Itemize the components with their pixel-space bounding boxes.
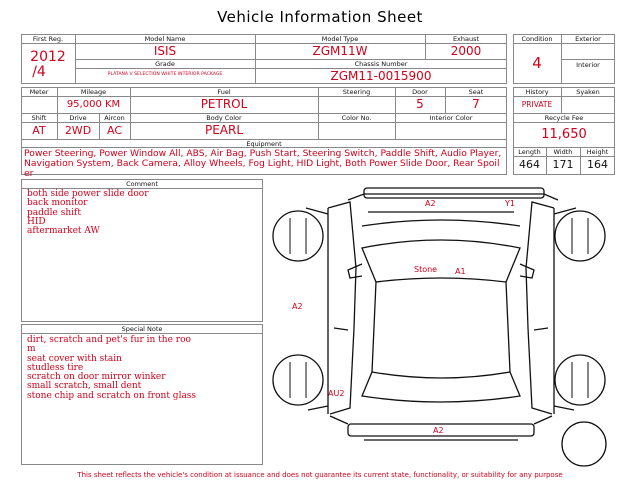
width: 171 xyxy=(552,158,574,171)
car-diagram xyxy=(268,178,614,468)
body-color: PEARL xyxy=(204,123,244,137)
model-type-label: Model Type xyxy=(321,35,359,43)
grade: PLATANA V SELECTION WHITE INTERIOR PACKAGE xyxy=(107,72,223,77)
aircon-label: Aircon xyxy=(104,114,125,122)
width-label: Width xyxy=(553,148,573,156)
aircon: AC xyxy=(106,124,122,137)
door-label: Door xyxy=(412,88,428,96)
damage-mark-a2-side: A2 xyxy=(292,302,303,311)
fuel: PETROL xyxy=(200,97,248,111)
drive: 2WD xyxy=(64,124,92,137)
list-item: back monitor xyxy=(27,198,88,209)
first-reg-month: /4 xyxy=(32,64,46,80)
spare-wheel xyxy=(562,422,606,466)
sheet-title: Vehicle Information Sheet xyxy=(217,8,423,26)
condition-label: Condition xyxy=(521,35,553,43)
length-label: Length xyxy=(518,148,541,156)
chassis-label: Chassis Number xyxy=(354,60,408,68)
syaken-label: Syaken xyxy=(576,88,600,96)
interior-label: Interior xyxy=(576,61,600,69)
damage-mark-a2-front: A2 xyxy=(425,199,436,208)
damage-mark-y1: Y1 xyxy=(505,199,515,208)
first-reg-label: First Reg. xyxy=(32,35,64,43)
recycle-label: Recycle Fee xyxy=(544,114,584,122)
mileage: 95,000 KM xyxy=(66,99,121,110)
seat: 7 xyxy=(472,97,480,111)
mileage-label: Mileage xyxy=(80,88,107,96)
fuel-label: Fuel xyxy=(217,88,231,96)
list-item: paddle shift xyxy=(27,207,81,218)
equipment-text: Power Steering, Power Window All, ABS, Air Bag, Push Start, Steering Switch, Paddle Shift, Audio Player, Navigation System, Back Camera, Alloy Wheels, Fog Light, HID Light, Both Power Slide Door, Rear Spoiler xyxy=(24,148,502,179)
exhaust: 2000 xyxy=(450,44,482,58)
grade-label: Grade xyxy=(155,60,175,68)
model-name: ISIS xyxy=(153,44,177,58)
wheel-rear-right xyxy=(555,355,605,405)
height-label: Height xyxy=(586,148,609,156)
special-note-label: Special Note xyxy=(121,325,163,333)
special-note-list xyxy=(27,336,196,401)
wheel-rear-left xyxy=(273,355,323,405)
shift-label: Shift xyxy=(31,114,47,122)
comment-label: Comment xyxy=(126,180,158,188)
body-color-label: Body Color xyxy=(206,114,242,122)
equipment-label: Equipment xyxy=(246,140,282,148)
history: PRIVATE xyxy=(521,100,553,109)
damage-mark-a1: A1 xyxy=(455,267,466,276)
model-name-label: Model Name xyxy=(144,35,186,43)
condition-grade: 4 xyxy=(532,54,542,72)
comment-list xyxy=(27,190,149,236)
model-type: ZGM11W xyxy=(312,44,368,58)
recycle-fee: 11,650 xyxy=(541,127,587,142)
height: 164 xyxy=(587,158,608,171)
chassis-number: ZGM11-0015900 xyxy=(330,69,432,83)
list-item: both side power slide door xyxy=(27,189,149,199)
color-no-label: Color No. xyxy=(341,114,372,122)
seat-label: Seat xyxy=(468,88,484,96)
shift: AT xyxy=(32,124,46,137)
interior-color-label: Interior Color xyxy=(429,114,473,122)
drive-label: Drive xyxy=(69,114,87,122)
length: 464 xyxy=(519,158,540,171)
exhaust-label: Exhaust xyxy=(452,35,480,43)
list-item: dirt, scratch and pet's fur in the roo xyxy=(27,335,191,345)
list-item: aftermarket AW xyxy=(27,226,100,237)
first-reg-year: 2012 xyxy=(30,49,66,65)
disclaimer: This sheet reflects the vehicle's condition at issuance and does not guarantee its current state, functionality, or suitability for any purpose xyxy=(77,471,563,479)
exterior-label: Exterior xyxy=(575,35,601,43)
steering-label: Steering xyxy=(342,88,371,96)
list-item: scratch on door mirror winker xyxy=(27,372,166,383)
wheel-front-left xyxy=(273,211,323,261)
history-label: History xyxy=(525,88,549,96)
list-item: studless tire xyxy=(27,362,84,373)
list-item: HID xyxy=(27,216,46,227)
damage-mark-a2-rear: A2 xyxy=(433,426,444,435)
list-item: seat cover with stain xyxy=(27,353,122,364)
wheel-front-right xyxy=(555,211,605,261)
list-item: small scratch, small dent xyxy=(27,381,142,392)
meter-label: Meter xyxy=(29,88,49,96)
damage-mark-au2: AU2 xyxy=(328,389,345,398)
list-item: m xyxy=(27,344,36,355)
damage-mark-stone: Stone xyxy=(414,265,438,274)
door: 5 xyxy=(416,97,424,111)
list-item: stone chip and scratch on front glass xyxy=(27,390,197,401)
